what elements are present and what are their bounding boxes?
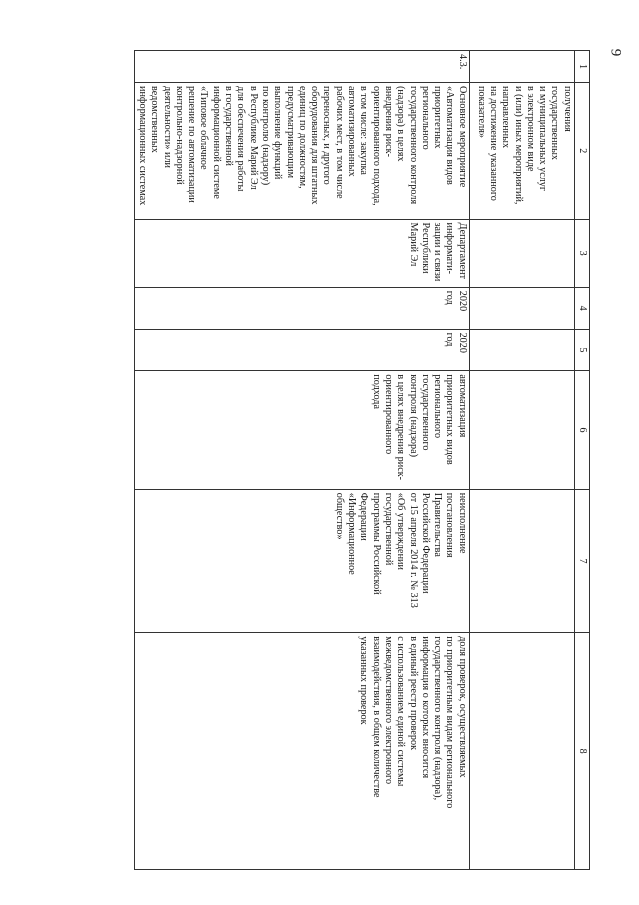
table-row	[134, 51, 469, 870]
cell-result	[469, 371, 574, 489]
cell-end: 2020 год	[134, 329, 469, 371]
cell-start	[469, 287, 574, 329]
table-row	[469, 51, 574, 870]
cell-consequence: неисполнение постановления Правительства Российской Федерации от 15 апреля 2014 г. № 313 «Об утверждении государственной программы Российской Федерации «Информационное общество»	[134, 489, 469, 632]
cell-result: автоматизация приоритетных видов регионального государственного контроля (надзора) в целях внедрения риск- ориентированного подхода	[134, 371, 469, 489]
header-col-3: 3	[574, 219, 589, 287]
header-col-6: 6	[574, 371, 589, 489]
rotated-table-container	[30, 50, 590, 870]
header-row	[574, 51, 589, 870]
cell-end	[469, 329, 574, 371]
cell-event-continuation: получения государственных и муниципальных услуг в электронном виде и (или) иных мероприятий, направленных на достижение указанного показателя»	[469, 83, 574, 220]
cell-consequence	[469, 489, 574, 632]
header-col-7: 7	[574, 489, 589, 632]
cell-number	[469, 51, 574, 83]
cell-start: 2020 год	[134, 287, 469, 329]
page-number: 9	[607, 48, 624, 57]
header-col-4: 4	[574, 287, 589, 329]
header-col-8: 8	[574, 633, 589, 870]
cell-indicator: доля проверок, осуществляемых по приоритетным видам регионального государственного контроля (надзора), информация о которых вносится в единый реестр проверок с использованием единой системы межведомственного электронного взаимодействия, в общем количестве указанных проверок	[134, 633, 469, 870]
header-col-5: 5	[574, 329, 589, 371]
cell-number: 4.3.	[134, 51, 469, 83]
cell-executor	[469, 219, 574, 287]
cell-event: Основное мероприятие «Автоматизация видов приоритетных регионального государственного контроля (надзора) в целях внедрения риск- ориентированного подхода, в том числе: закупка автоматизированных рабочих мест, в том числе переносных, и другого оборудования для штатных единиц по должностям, предусматривающим выполнение функций по контролю (надзору) в Республике Марий Эл для обеспечения работы в государственной информационной системе «Типовое облачное решение по автоматизации контрольно-надзорной деятельности» или ведомственных информационных системах	[134, 83, 469, 220]
program-table	[134, 50, 590, 870]
cell-executor: Департамент информати- зации и связи Республики Марий Эл	[134, 219, 469, 287]
cell-indicator	[469, 633, 574, 870]
header-col-1: 1	[574, 51, 589, 83]
header-col-2: 2	[574, 83, 589, 220]
